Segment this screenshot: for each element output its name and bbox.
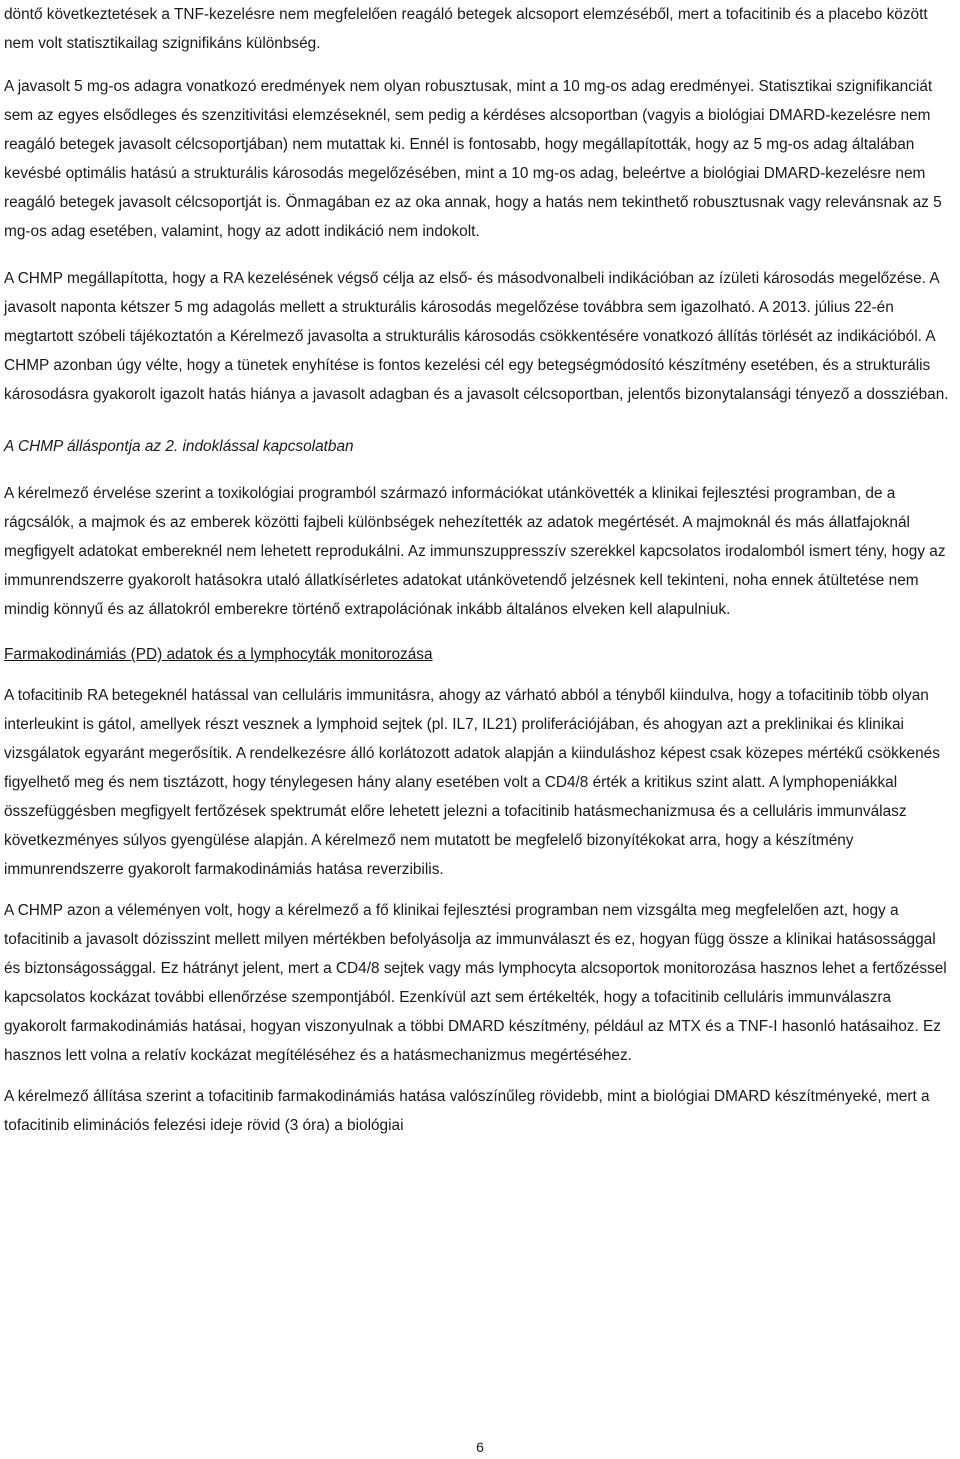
page-number: 6 <box>476 1439 484 1455</box>
paragraph-cellular-immunity: A tofacitinib RA betegeknél hatással van celluláris immunitásra, ahogy az várható abból a tényből kiindulva, hogy a tofacitinib több olyan interleukint is gátol, amellyek részt vesznek a lymphoid sejtek (pl. IL7, IL21) proliferációjában, és ahogyan azt a preklinikai és klinikai vizsgálatok egyaránt megerősítik. A rendelkezésre álló korlátozott adatok alapján a kiinduláshoz képest csak közepes mértékű csökkenés figyelhető meg és nem tisztázott, hogy ténylegesen hány alany esetében volt a CD4/8 érték a kritikus szint alatt. A lymphopeniákkal összefüggésben megfigyelt fertőzések spektrumát előre lehetett jelezni a tofacitinib hatásmechanizmusa és a celluláris immunválasz következményes súlyos gyengülése alapján. A kérelmező nem mutatott be megfelelő bizonyítékokat arra, hogy a készítmény immunrendszerre gyakorolt farmakodinámiás hatása reverzibilis. <box>4 687 940 878</box>
section-heading-pharmacodynamics: Farmakodinámiás (PD) adatok és a lymphocyták monitorozása <box>4 646 433 663</box>
paragraph-toxicology-program: A kérelmező érvelése szerint a toxikológiai programból származó információkat utánkövették a klinikai fejlesztési programban, de a rágcsálók, a majmok és az emberek közötti fajbeli különbségek nehezítették az adatok megértését. A majmoknál és más állatfajoknál megfigyelt adatokat embereknél nem lehetett reprodukálni. Az immunszuppresszív szerekkel kapcsolatos irodalomból ismert tény, hogy az immunrendszerre gyakorolt hatásokra utaló állatkísérletes adatokat utánkövetendő jelzésnek kell tekinteni, noha ennek átültetése nem mindig könnyű és az állatokról emberekre történő extrapolációnak inkább általános elveken kell alapulniuk. <box>4 485 946 618</box>
paragraph-half-life: A kérelmező állítása szerint a tofacitinib farmakodinámiás hatása valószínűleg rövidebb, mint a biológiai DMARD készítményeké, mert a tofacitinib eliminációs felezési ideje rövid (3 óra) a biológiai <box>4 1088 930 1134</box>
paragraph-chmp-immune-response: A CHMP azon a véleményen volt, hogy a kérelmező a fő klinikai fejlesztési programban nem vizsgálta meg megfelelően azt, hogy a tofacitinib a javasolt dózisszint mellett milyen mértékben befolyásolja az immunválaszt és ez, hogyan függ össze a klinikai hatásossággal és biztonságossággal. Ez hátrányt jelent, mert a CD4/8 sejtek vagy más lymphocyta alcsoportok monitorozása hasznos lehet a fertőzéssel kapcsolatos kockázat további ellenőrzése szempontjából. Ezenkívül azt sem értékelték, hogy a tofacitinib celluláris immunválaszra gyakorolt farmakodinámiás hatásai, hogyan viszonyulnak a többi DMARD készítmény, például az MTX és a TNF-I hasonló hatásaihoz. Ez hasznos lett volna a relatív kockázat megítéléséhez és a hatásmechanizmus megértéséhez. <box>4 902 947 1064</box>
paragraph-chmp-structural-damage: A CHMP megállapította, hogy a RA kezelésének végső célja az első- és másodvonalbeli indikációban az ízületi károsodás megelőzése. A javasolt naponta kétszer 5 mg adagolás mellett a strukturális károsodás megelőzése továbbra sem igazolható. A 2013. július 22-én megtartott szóbeli tájékoztatón a Kérelmező javasolta a strukturális károsodás csökkentésére vonatkozó állítás törlését az indikációból. A CHMP azonban úgy vélte, hogy a tünetek enyhítése is fontos kezelési cél egy betegségmódosító készítmény esetében, és a strukturális károsodásra gyakorolt igazolt hatás hiánya a javasolt adagban és a javasolt célcsoportban, jelentős bizonytalansági tényező a dossziéban. <box>4 270 949 403</box>
section-heading-chmp-position: A CHMP álláspontja az 2. indoklással kapcsolatban <box>4 438 354 455</box>
document-body <box>4 0 956 1140</box>
paragraph-5mg-dose-results: A javasolt 5 mg-os adagra vonatkozó eredmények nem olyan robusztusak, mint a 10 mg-os adag eredményei. Statisztikai szignifikanciát sem az egyes elsődleges és szenzitivitási elemzéseknél, sem pedig a kérdéses alcsoportban (vagyis a biológiai DMARD-kezelésre nem reagáló betegek javasolt célcsoportjában) nem mutattak ki. Ennél is fontosabb, hogy megállapították, hogy az 5 mg-os adag általában kevésbé optimális hatású a strukturális károsodás megelőzésében, mint a 10 mg-os adag, beleértve a biológiai DMARD-kezelésre nem reagáló betegek javasolt célcsoportját is. Önmagában ez az oka annak, hogy a hatás nem tekinthető robusztusnak vagy relevánsnak az 5 mg-os adag esetében, valamint, hogy az adott indikáció nem indokolt. <box>4 78 942 240</box>
paragraph-tnf-subgroup: döntő következtetések a TNF-kezelésre nem megfelelően reagáló betegek alcsoport elemzéséből, mert a tofacitinib és a placebo között nem volt statisztikailag szignifikáns különbség. <box>4 6 928 52</box>
